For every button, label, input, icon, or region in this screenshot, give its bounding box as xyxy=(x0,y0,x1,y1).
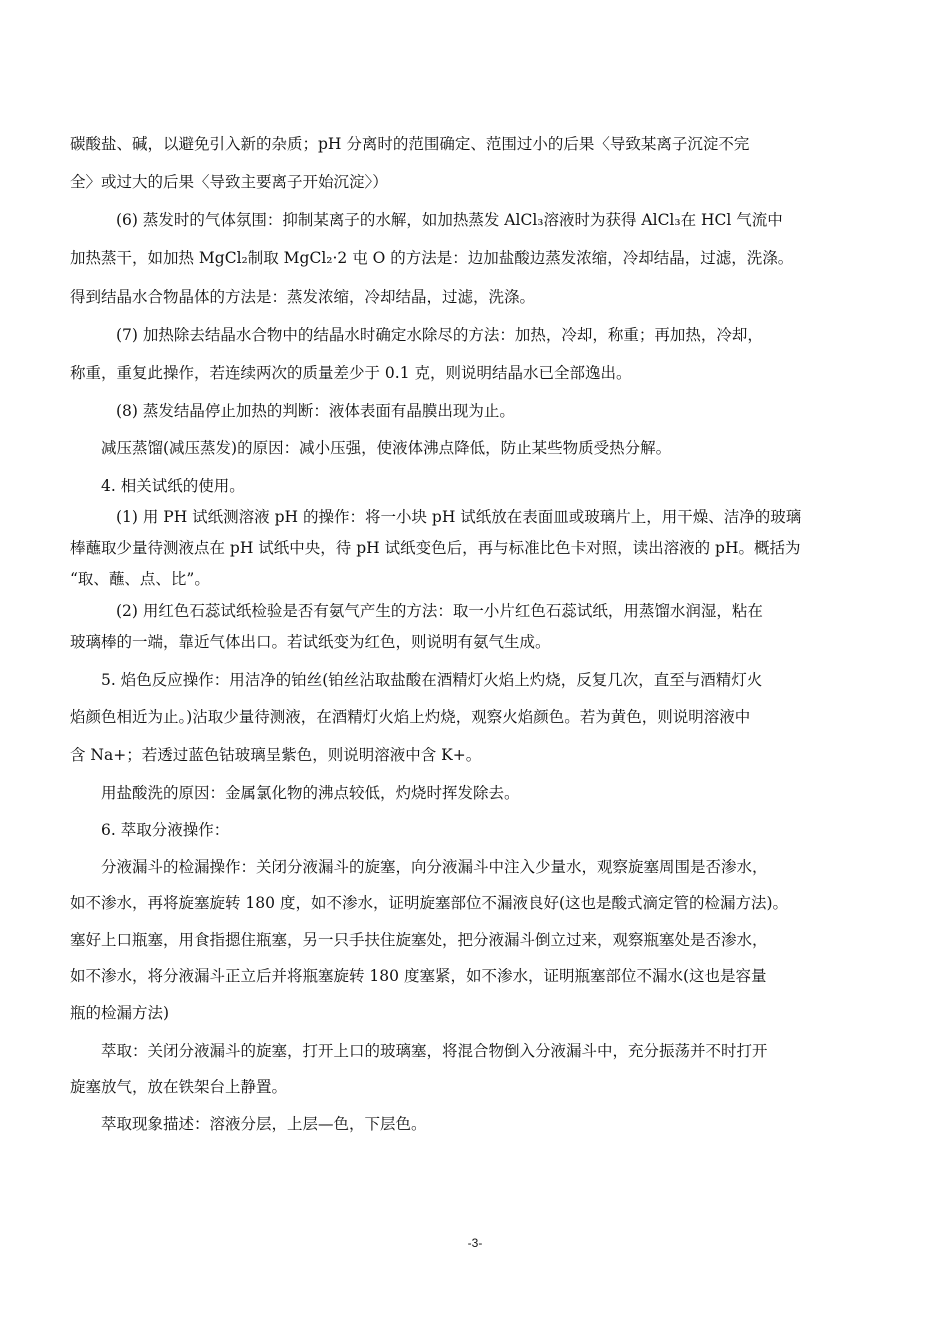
section-heading: 5. 焰色反应操作：用洁净的铂丝(铂丝沾取盐酸在酒精灯火焰上灼烧，反复几次，直至与酒精灯火 xyxy=(101,671,763,689)
text-line: 萃取：关闭分液漏斗的旋塞，打开上口的玻璃塞，将混合物倒入分液漏斗中，充分振荡并不时打开 xyxy=(101,1042,768,1060)
text-line: 称重，重复此操作，若连续两次的质量差少于 0.1 克，则说明结晶水已全部逸出。 xyxy=(70,364,632,382)
text-line: 旋塞放气，放在铁架台上静置。 xyxy=(70,1078,288,1096)
text-line: (8) 蒸发结晶停止加热的判断：液体表面有晶膜出现为止。 xyxy=(116,402,515,420)
text-line: 得到结晶水合物晶体的方法是：蒸发浓缩，冷却结晶，过滤，洗涤。 xyxy=(70,288,536,306)
text-line: 全〉或过大的后果〈导致主要离子开始沉淀〉） xyxy=(70,173,388,191)
section-heading: 4. 相关试纸的使用。 xyxy=(101,477,245,495)
text-line: 萃取现象描述：溶液分层，上层—色，下层色。 xyxy=(101,1115,427,1133)
text-line: 分液漏斗的检漏操作：关闭分液漏斗的旋塞，向分液漏斗中注入少量水，观察旋塞周围是否渗水， xyxy=(101,858,768,876)
text-line: (1) 用 PH 试纸测溶液 pH 的操作：将一小块 pH 试纸放在表面皿或玻璃片上，用干燥、洁净的玻璃 xyxy=(116,508,802,526)
text-line: 棒蘸取少量待测液点在 pH 试纸中央，待 pH 试纸变色后，再与标准比色卡对照，读出溶液的 pH。概括为 xyxy=(70,539,801,557)
text-line: (6) 蒸发时的气体氛围：抑制某离子的水解，如加热蒸发 AlCl₃溶液时为获得 AlCl₃在 HCl 气流中 xyxy=(116,211,783,229)
page-number: -3- xyxy=(467,1236,483,1250)
text-line: 碳酸盐、碱，以避免引入新的杂质；pH 分离时的范围确定、范围过小的后果〈导致某离子沉淀不完 xyxy=(70,135,750,153)
text-line: 塞好上口瓶塞，用食指摁住瓶塞，另一只手扶住旋塞处，把分液漏斗倒立过来，观察瓶塞处是否渗水， xyxy=(70,931,768,949)
section-heading: 6. 萃取分液操作： xyxy=(101,821,230,839)
text-line: 焰颜色相近为止。)沾取少量待测液，在酒精灯火焰上灼烧，观察火焰颜色。若为黄色，则说明溶液中 xyxy=(70,708,751,726)
text-line: 用盐酸洗的原因：金属氯化物的沸点较低，灼烧时挥发除去。 xyxy=(101,784,520,802)
text-line: 如不渗水，再将旋塞旋转 180 度，如不渗水，证明旋塞部位不漏液良好(这也是酸式滴定管的检漏方法)。 xyxy=(70,894,789,912)
text-line: 如不渗水，将分液漏斗正立后并将瓶塞旋转 180 度塞紧，如不渗水，证明瓶塞部位不漏水(这也是容量 xyxy=(70,967,767,985)
text-line: (2) 用红色石蕊试纸检验是否有氨气产生的方法：取一小片红色石蕊试纸，用蒸馏水润湿，粘在 xyxy=(116,602,763,620)
text-line: 含 Na+；若透过蓝色钴玻璃呈紫色，则说明溶液中含 K+。 xyxy=(70,746,482,764)
text-line: 加热蒸干，如加热 MgCl₂制取 MgCl₂·2 屯 O 的方法是：边加盐酸边蒸发浓缩，冷却结晶，过滤，洗涤。 xyxy=(70,249,794,267)
text-line: (7) 加热除去结晶水合物中的结晶水时确定水除尽的方法：加热，冷却，称重；再加热，冷却， xyxy=(116,326,763,344)
text-line: 玻璃棒的一端，靠近气体出口。若试纸变为红色，则说明有氨气生成。 xyxy=(70,633,551,651)
text-line: 瓶的检漏方法) xyxy=(70,1004,170,1022)
text-line: “取、蘸、点、比”。 xyxy=(70,570,210,588)
text-line: 减压蒸馏(减压蒸发)的原因：减小压强，使液体沸点降低，防止某些物质受热分解。 xyxy=(101,439,672,457)
